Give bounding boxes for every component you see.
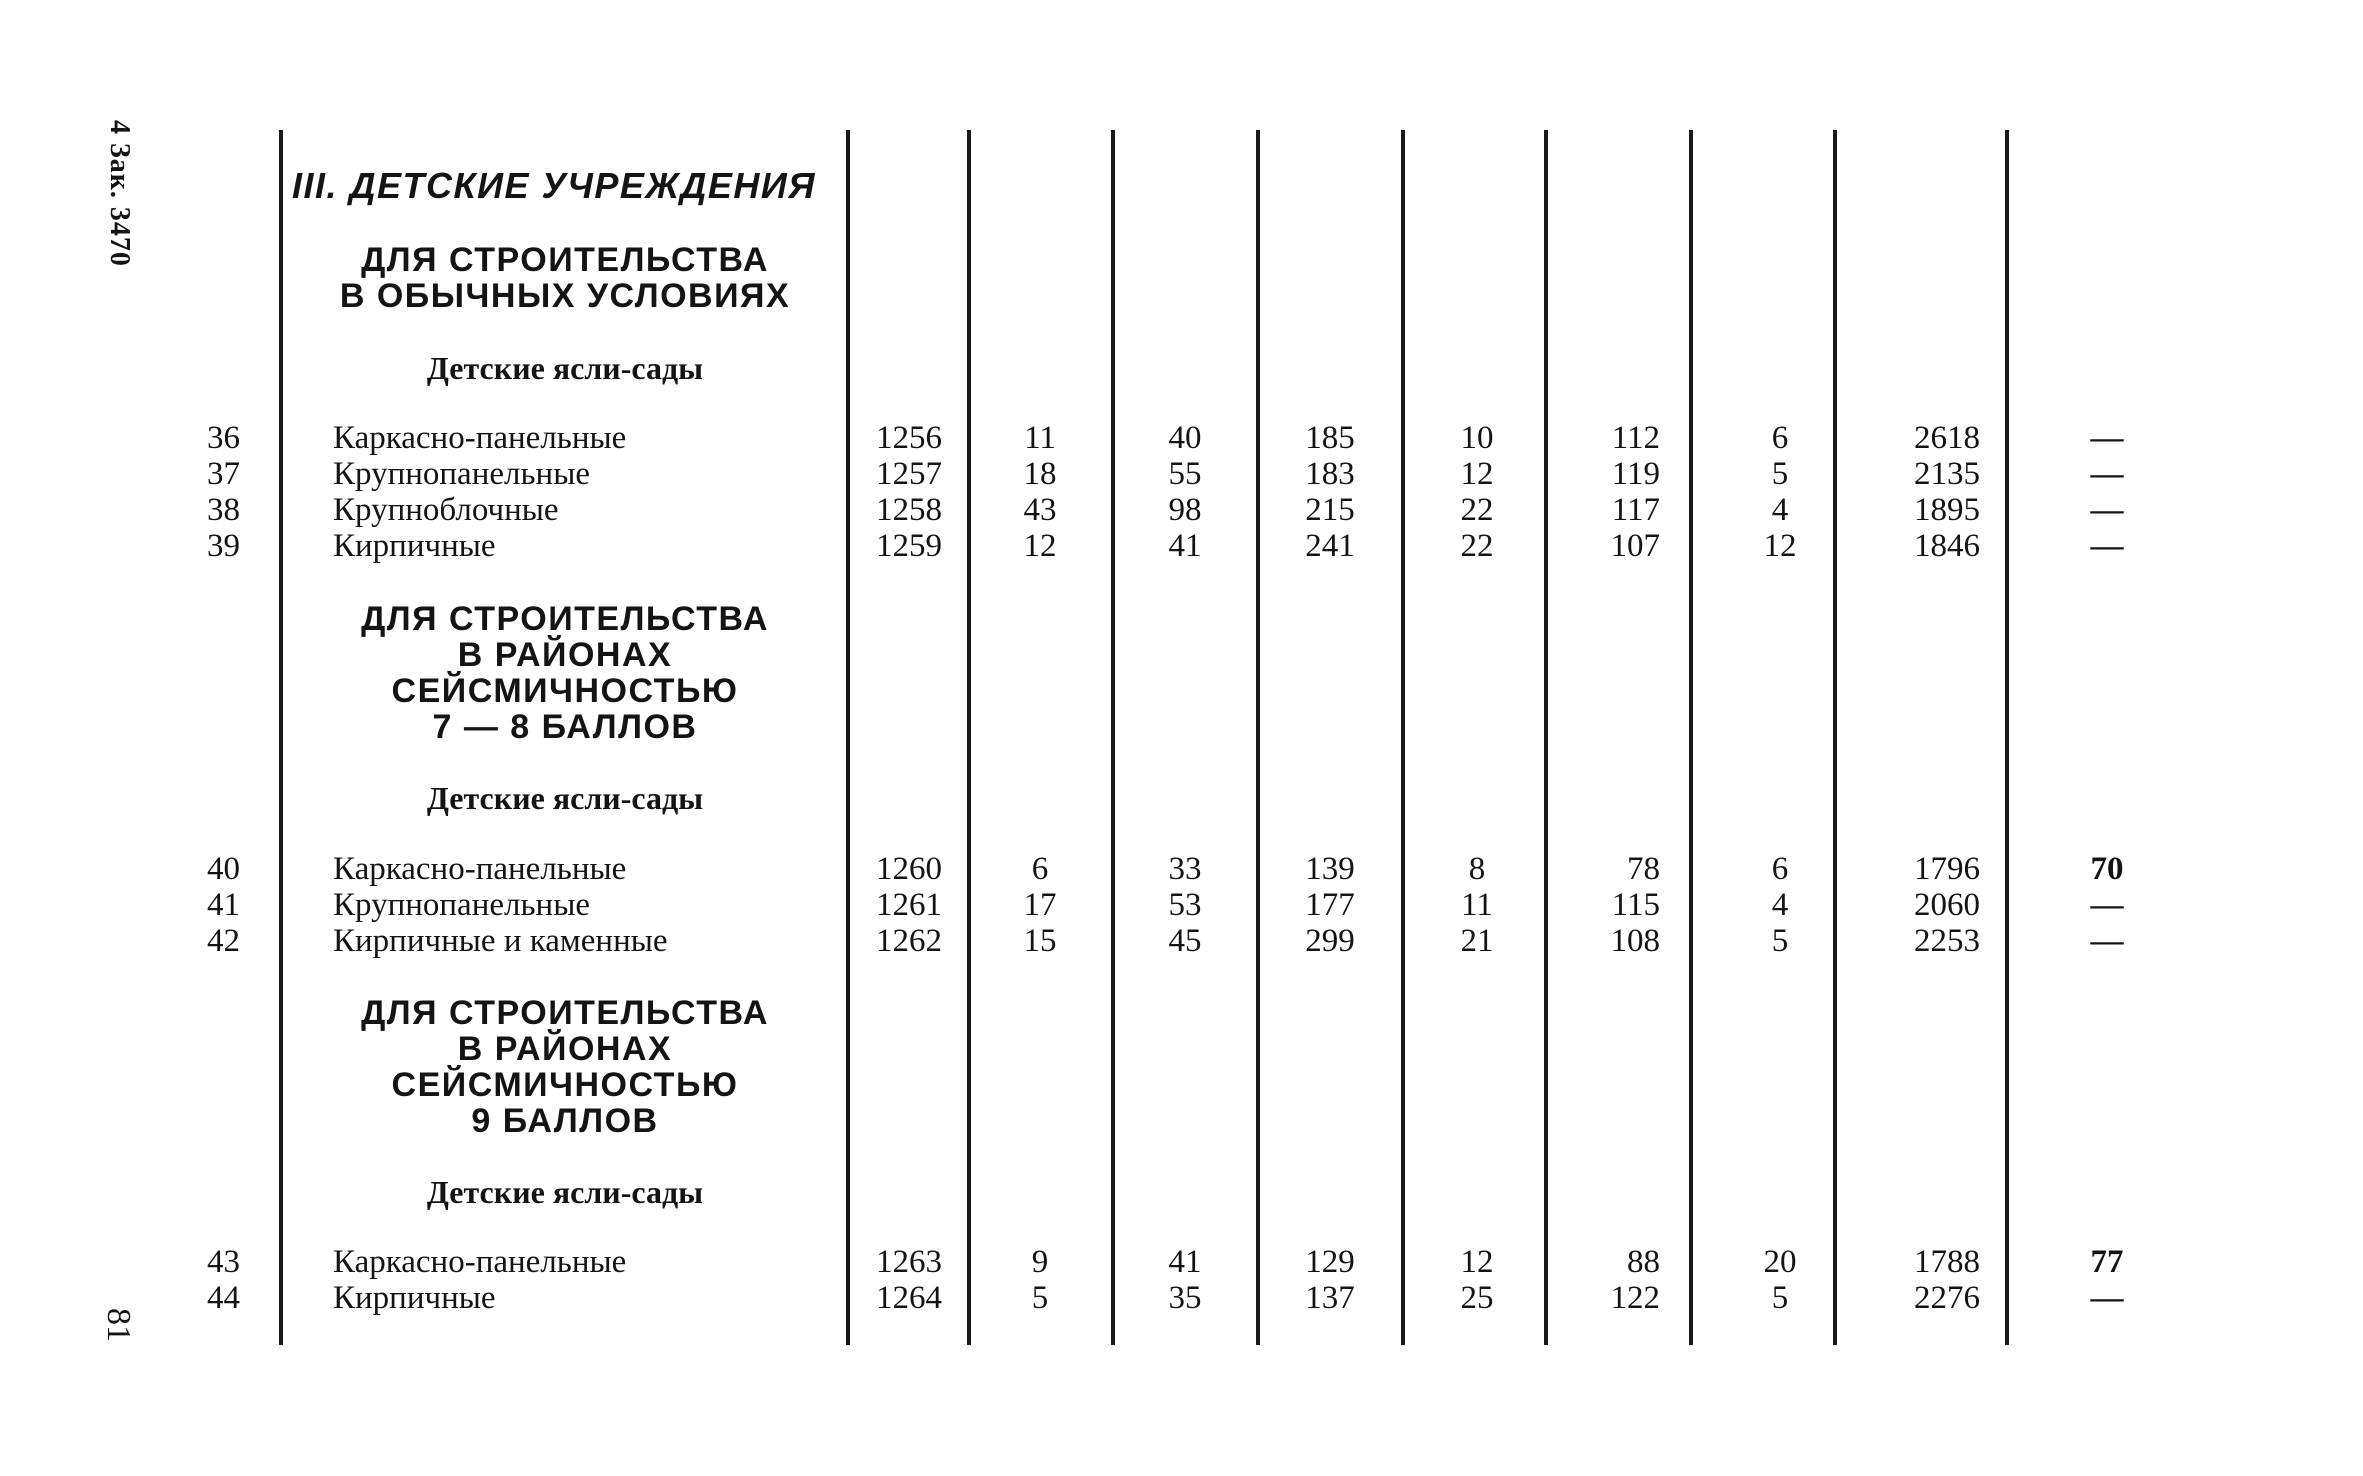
cell-7: 4 — [1771, 492, 1789, 528]
table-row — [0, 456, 2363, 492]
cell-1: 1262 — [876, 923, 942, 959]
cell-4: 129 — [1305, 1244, 1355, 1280]
row-name: Каркасно-панельные — [333, 1244, 627, 1280]
cell-3: 35 — [1168, 1280, 1202, 1316]
cell-8: 1796 — [1914, 851, 1980, 887]
table-row — [0, 887, 2363, 923]
cell-5: 12 — [1460, 456, 1494, 492]
cell-2: 15 — [1023, 923, 1057, 959]
cell-1: 1263 — [876, 1244, 942, 1280]
column-rule — [1544, 130, 1548, 1345]
table-row — [0, 851, 2363, 887]
cell-3: 40 — [1168, 420, 1202, 456]
row-number: 36 — [207, 420, 240, 456]
cell-7: 6 — [1771, 851, 1789, 887]
column-rule — [1833, 130, 1837, 1345]
cell-6: 115 — [1611, 887, 1660, 923]
row-name: Крупнопанельные — [333, 887, 591, 923]
cell-7: 4 — [1771, 887, 1789, 923]
page-number: 81 — [100, 1308, 137, 1342]
cell-9: — — [2090, 887, 2124, 923]
column-rule — [279, 130, 283, 1345]
cell-5: 22 — [1460, 528, 1494, 564]
row-number: 42 — [207, 923, 240, 959]
row-number: 39 — [207, 528, 240, 564]
cell-2: 43 — [1023, 492, 1057, 528]
cell-4: 241 — [1305, 528, 1355, 564]
cell-1: 1256 — [876, 420, 942, 456]
cell-1: 1260 — [876, 851, 942, 887]
cell-1: 1257 — [876, 456, 942, 492]
cell-1: 1259 — [876, 528, 942, 564]
cell-7: 6 — [1771, 420, 1789, 456]
cell-4: 299 — [1305, 923, 1355, 959]
cell-4: 185 — [1305, 420, 1355, 456]
table-row — [0, 923, 2363, 959]
cell-6: 122 — [1610, 1280, 1660, 1316]
cell-2: 18 — [1023, 456, 1057, 492]
cell-9: 70 — [2090, 851, 2124, 887]
cell-6: 108 — [1610, 923, 1660, 959]
cell-1: 1264 — [876, 1280, 942, 1316]
cell-9: — — [2090, 492, 2124, 528]
row-number: 37 — [207, 456, 240, 492]
cell-1: 1261 — [876, 887, 942, 923]
cell-3: 55 — [1168, 456, 1202, 492]
cell-9: 77 — [2090, 1244, 2124, 1280]
cell-4: 177 — [1305, 887, 1355, 923]
cell-8: 1788 — [1914, 1244, 1980, 1280]
cell-7: 5 — [1771, 456, 1789, 492]
cell-9: — — [2090, 1280, 2124, 1316]
cell-3: 53 — [1168, 887, 1202, 923]
row-name: Кирпичные и каменные — [333, 923, 668, 959]
cell-7: 5 — [1771, 923, 1789, 959]
cell-9: — — [2090, 420, 2124, 456]
cell-6: 78 — [1627, 851, 1660, 887]
row-name: Крупнопанельные — [333, 456, 591, 492]
row-number: 40 — [207, 851, 240, 887]
order-note: 4 Зак. 3470 — [104, 120, 135, 267]
cell-6: 119 — [1611, 456, 1660, 492]
cell-2: 17 — [1023, 887, 1057, 923]
row-name: Кирпичные — [333, 528, 496, 564]
cell-9: — — [2090, 528, 2124, 564]
cell-1: 1258 — [876, 492, 942, 528]
cell-5: 25 — [1460, 1280, 1494, 1316]
row-number: 43 — [207, 1244, 240, 1280]
cell-3: 41 — [1168, 528, 1202, 564]
cell-2: 5 — [1031, 1280, 1049, 1316]
cell-5: 22 — [1460, 492, 1494, 528]
cell-8: 1846 — [1914, 528, 1980, 564]
cell-4: 137 — [1305, 1280, 1355, 1316]
group-heading: ДЛЯ СТРОИТЕЛЬСТВА В РАЙОНАХ СЕЙСМИЧНОСТЬЮ 7 — 8 БАЛЛОВ — [361, 600, 769, 746]
column-rule — [967, 130, 971, 1345]
cell-5: 11 — [1461, 887, 1493, 923]
cell-2: 11 — [1024, 420, 1056, 456]
group-heading: ДЛЯ СТРОИТЕЛЬСТВА В РАЙОНАХ СЕЙСМИЧНОСТЬЮ 9 БАЛЛОВ — [361, 994, 769, 1140]
column-rule — [2005, 130, 2009, 1345]
cell-2: 6 — [1031, 851, 1049, 887]
cell-5: 10 — [1460, 420, 1494, 456]
cell-8: 1895 — [1914, 492, 1980, 528]
row-name: Крупноблочные — [333, 492, 559, 528]
row-number: 38 — [207, 492, 240, 528]
row-name: Каркасно-панельные — [333, 420, 627, 456]
group-heading: ДЛЯ СТРОИТЕЛЬСТВА В ОБЫЧНЫХ УСЛОВИЯХ — [339, 241, 791, 315]
cell-6: 107 — [1610, 528, 1660, 564]
column-rule — [1401, 130, 1405, 1345]
cell-8: 2060 — [1914, 887, 1980, 923]
column-rule — [1689, 130, 1693, 1345]
table-row — [0, 1280, 2363, 1316]
cell-3: 41 — [1168, 1244, 1202, 1280]
cell-3: 45 — [1168, 923, 1202, 959]
cell-5: 8 — [1468, 851, 1486, 887]
cell-8: 2253 — [1914, 923, 1980, 959]
section-title: III. ДЕТСКИЕ УЧРЕЖДЕНИЯ — [292, 165, 816, 206]
cell-8: 2276 — [1914, 1280, 1980, 1316]
cell-3: 98 — [1168, 492, 1202, 528]
table-row — [0, 528, 2363, 564]
cell-5: 12 — [1460, 1244, 1494, 1280]
group-subheading: Детские ясли-сады — [426, 1174, 704, 1210]
row-number: 44 — [207, 1280, 240, 1316]
row-name: Кирпичные — [333, 1280, 496, 1316]
column-rule — [846, 130, 850, 1345]
cell-4: 139 — [1305, 851, 1355, 887]
cell-7: 5 — [1771, 1280, 1789, 1316]
cell-4: 183 — [1305, 456, 1355, 492]
cell-9: — — [2090, 923, 2124, 959]
row-name: Каркасно-панельные — [333, 851, 627, 887]
table-row — [0, 1244, 2363, 1280]
cell-6: 112 — [1611, 420, 1660, 456]
group-subheading: Детские ясли-сады — [426, 350, 704, 386]
cell-6: 117 — [1611, 492, 1660, 528]
cell-3: 33 — [1168, 851, 1202, 887]
table-row — [0, 420, 2363, 456]
cell-7: 12 — [1763, 528, 1797, 564]
cell-7: 20 — [1763, 1244, 1797, 1280]
cell-5: 21 — [1460, 923, 1494, 959]
cell-8: 2618 — [1914, 420, 1980, 456]
column-rule — [1256, 130, 1260, 1345]
cell-4: 215 — [1305, 492, 1355, 528]
cell-9: — — [2090, 456, 2124, 492]
cell-2: 12 — [1023, 528, 1057, 564]
group-subheading: Детские ясли-сады — [426, 780, 704, 816]
row-number: 41 — [207, 887, 240, 923]
table-row — [0, 492, 2363, 528]
cell-2: 9 — [1031, 1244, 1049, 1280]
cell-6: 88 — [1627, 1244, 1660, 1280]
column-rule — [1111, 130, 1115, 1345]
cell-8: 2135 — [1914, 456, 1980, 492]
